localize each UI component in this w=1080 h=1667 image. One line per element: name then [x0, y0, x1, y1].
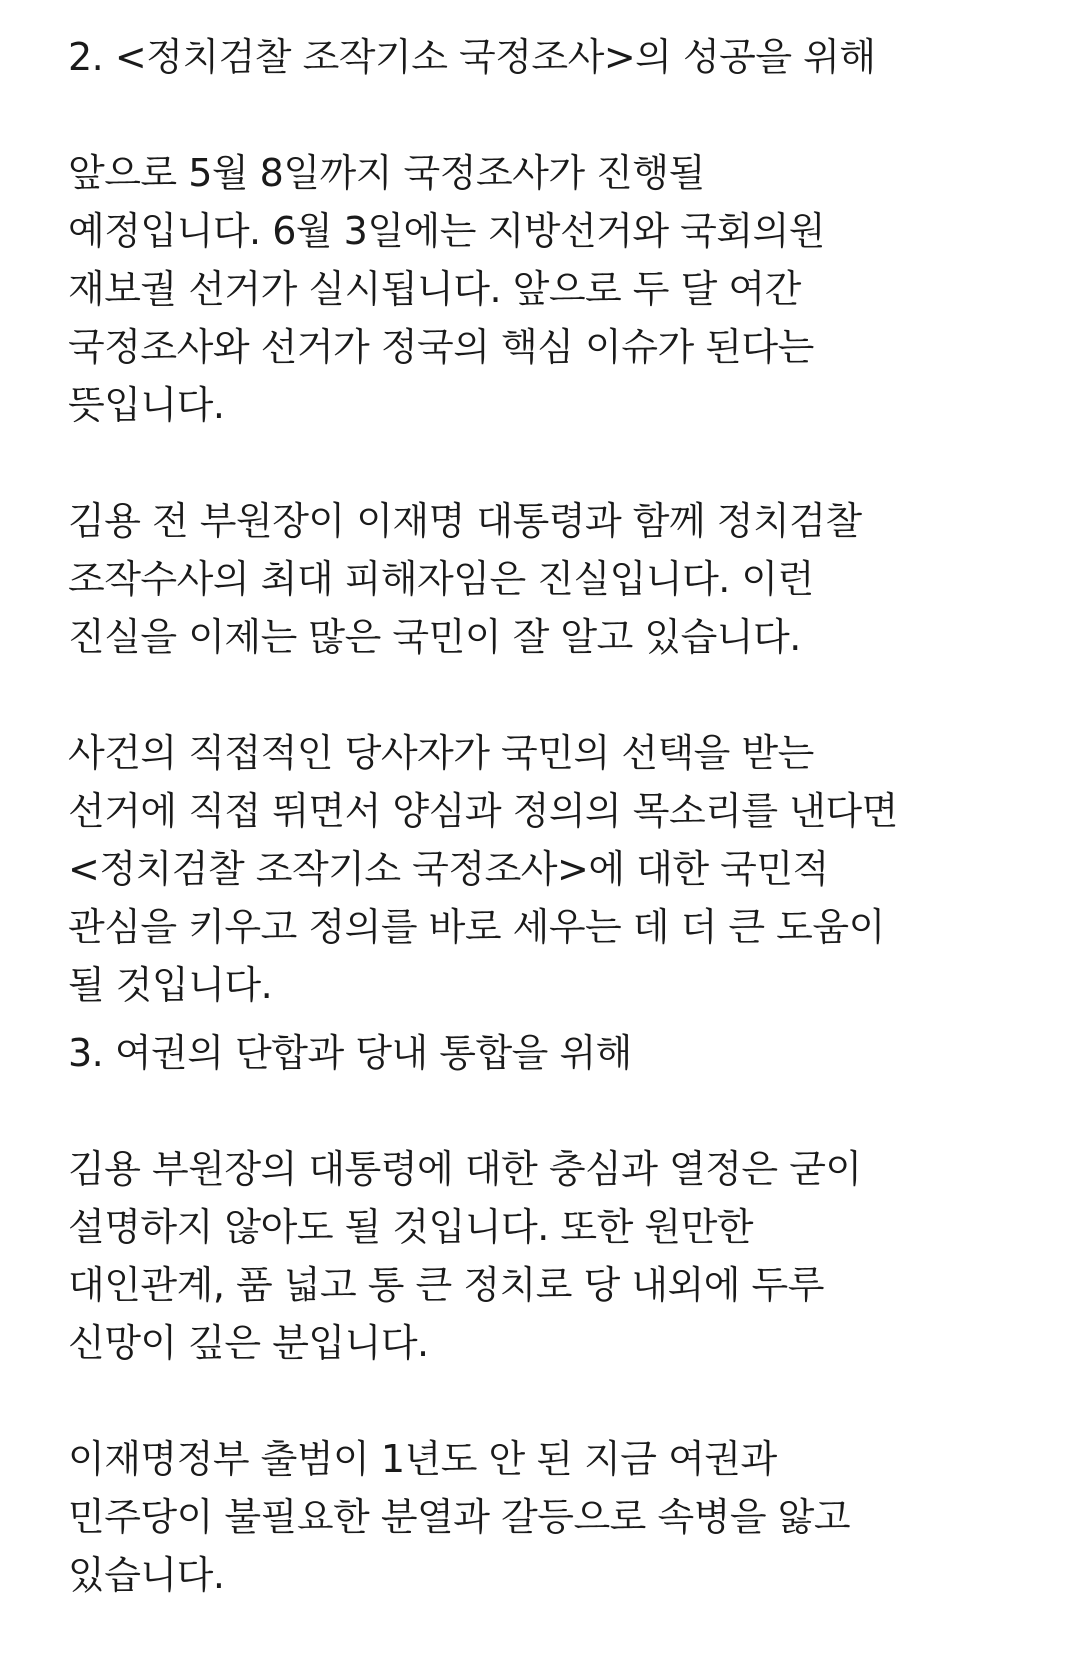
text-line: 국정조사와 선거가 정국의 핵심 이슈가 된다는 — [68, 325, 814, 369]
spacer — [68, 1014, 1058, 1024]
text-line: 설명하지 않아도 될 것입니다. 또한 원만한 — [68, 1205, 754, 1249]
spacer — [68, 666, 1058, 724]
text-line: 예정입니다. 6월 3일에는 지방선거와 국회의원 — [68, 209, 825, 253]
text-line: 있습니다. — [68, 1553, 225, 1597]
text-line: 김용 전 부원장이 이재명 대통령과 함께 정치검찰 — [68, 499, 862, 543]
text-line: 선거에 직접 뛰면서 양심과 정의의 목소리를 낸다면 — [68, 789, 898, 833]
article-body — [68, 28, 1058, 1604]
paragraph — [68, 1140, 1058, 1372]
text-line: 재보궐 선거가 실시됩니다. 앞으로 두 달 여간 — [68, 267, 801, 311]
text-line: 진실을 이제는 많은 국민이 잘 알고 있습니다. — [68, 615, 801, 659]
section-heading: 3. 여권의 단합과 당내 통합을 위해 — [68, 1031, 632, 1075]
text-line: 조작수사의 최대 피해자임은 진실입니다. 이런 — [68, 557, 814, 601]
text-line: 이재명정부 출범이 1년도 안 된 지금 여권과 — [68, 1437, 777, 1481]
paragraph — [68, 492, 1058, 666]
section-heading: 2. <정치검찰 조작기소 국정조사>의 성공을 위해 — [68, 35, 876, 79]
text-line: 신망이 깊은 분입니다. — [68, 1321, 429, 1365]
spacer — [68, 434, 1058, 492]
paragraph — [68, 724, 1058, 1014]
spacer — [68, 1082, 1058, 1140]
text-line: <정치검찰 조작기소 국정조사>에 대한 국민적 — [68, 847, 829, 891]
text-line: 김용 부원장의 대통령에 대한 충심과 열정은 굳이 — [68, 1147, 862, 1191]
text-line: 관심을 키우고 정의를 바로 세우는 데 더 큰 도움이 — [68, 905, 885, 949]
spacer — [68, 86, 1058, 144]
spacer — [68, 1372, 1058, 1430]
text-line: 될 것입니다. — [68, 963, 273, 1007]
text-line: 대인관계, 품 넓고 통 큰 정치로 당 내외에 두루 — [68, 1263, 824, 1307]
paragraph — [68, 144, 1058, 434]
text-line: 앞으로 5월 8일까지 국정조사가 진행될 — [68, 151, 705, 195]
text-line: 사건의 직접적인 당사자가 국민의 선택을 받는 — [68, 731, 814, 775]
text-line: 뜻입니다. — [68, 383, 225, 427]
text-line: 민주당이 불필요한 분열과 갈등으로 속병을 앓고 — [68, 1495, 851, 1539]
paragraph — [68, 1430, 1058, 1604]
